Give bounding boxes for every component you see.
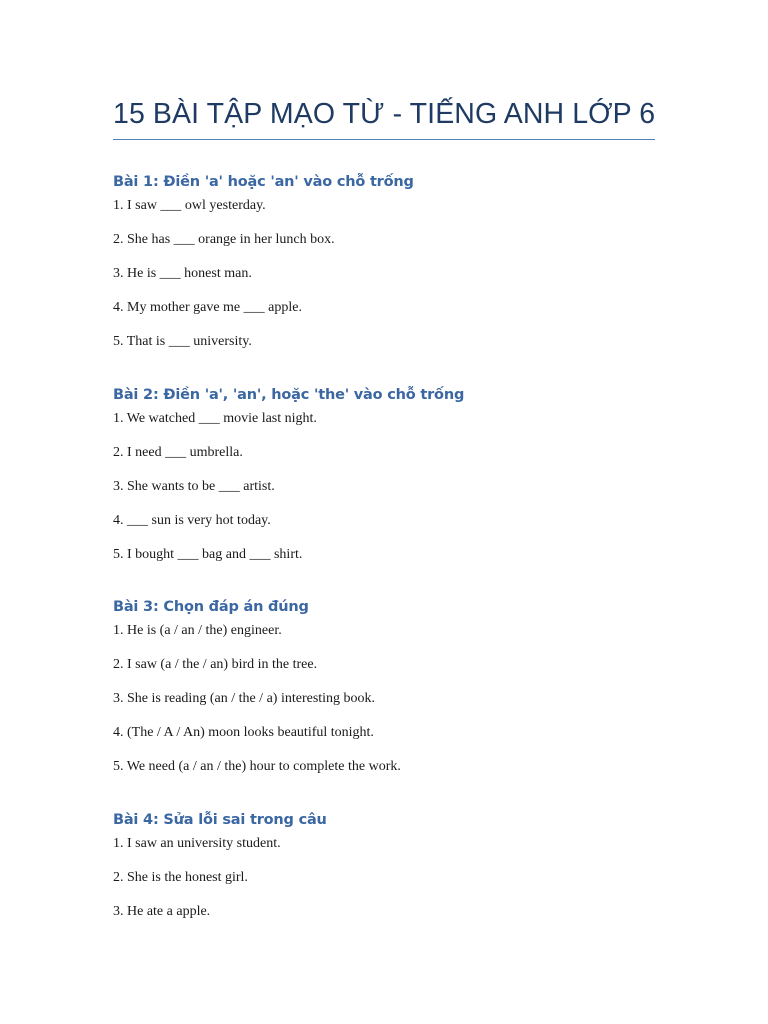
exercise-heading: Bài 2: Điền 'a', 'an', hoặc 'the' vào chỗ trống xyxy=(113,387,465,403)
exercise-heading: Bài 3: Chọn đáp án đúng xyxy=(113,599,309,615)
exercise-item: 1. I saw ___ owl yesterday. xyxy=(113,198,266,213)
exercise-item: 1. We watched ___ movie last night. xyxy=(113,411,317,426)
exercise-item: 3. She is reading (an / the / a) interesting book. xyxy=(113,691,376,706)
exercise-item: 4. (The / A / An) moon looks beautiful tonight. xyxy=(113,725,374,740)
exercise-item: 2. I need ___ umbrella. xyxy=(113,445,243,460)
exercise-item: 3. He is ___ honest man. xyxy=(113,266,252,281)
exercise-item: 5. We need (a / an / the) hour to complete the work. xyxy=(113,759,401,774)
exercise-section-2 xyxy=(113,385,655,565)
exercise-section-3 xyxy=(113,597,655,777)
exercise-item: 2. She is the honest girl. xyxy=(113,870,248,885)
exercise-item: 3. She wants to be ___ artist. xyxy=(113,479,275,494)
exercise-item: 5. That is ___ university. xyxy=(113,334,252,349)
exercise-item: 3. He ate a apple. xyxy=(113,904,211,919)
exercise-section-4 xyxy=(113,810,655,922)
exercise-item: 2. I saw (a / the / an) bird in the tree. xyxy=(113,657,318,672)
exercise-section-1 xyxy=(113,172,655,352)
exercise-item: 4. My mother gave me ___ apple. xyxy=(113,300,302,315)
exercise-item: 2. She has ___ orange in her lunch box. xyxy=(113,232,335,247)
exercise-item: 5. I bought ___ bag and ___ shirt. xyxy=(113,547,303,562)
page-title: 15 BÀI TẬP MẠO TỪ - TIẾNG ANH LỚP 6 xyxy=(113,98,656,130)
exercise-item: 1. He is (a / an / the) engineer. xyxy=(113,623,282,638)
exercise-heading: Bài 1: Điền 'a' hoặc 'an' vào chỗ trống xyxy=(113,174,414,190)
title-underline xyxy=(113,139,655,140)
exercise-item: 4. ___ sun is very hot today. xyxy=(113,513,271,528)
exercise-heading: Bài 4: Sửa lỗi sai trong câu xyxy=(113,812,327,828)
exercise-item: 1. I saw an university student. xyxy=(113,836,281,851)
